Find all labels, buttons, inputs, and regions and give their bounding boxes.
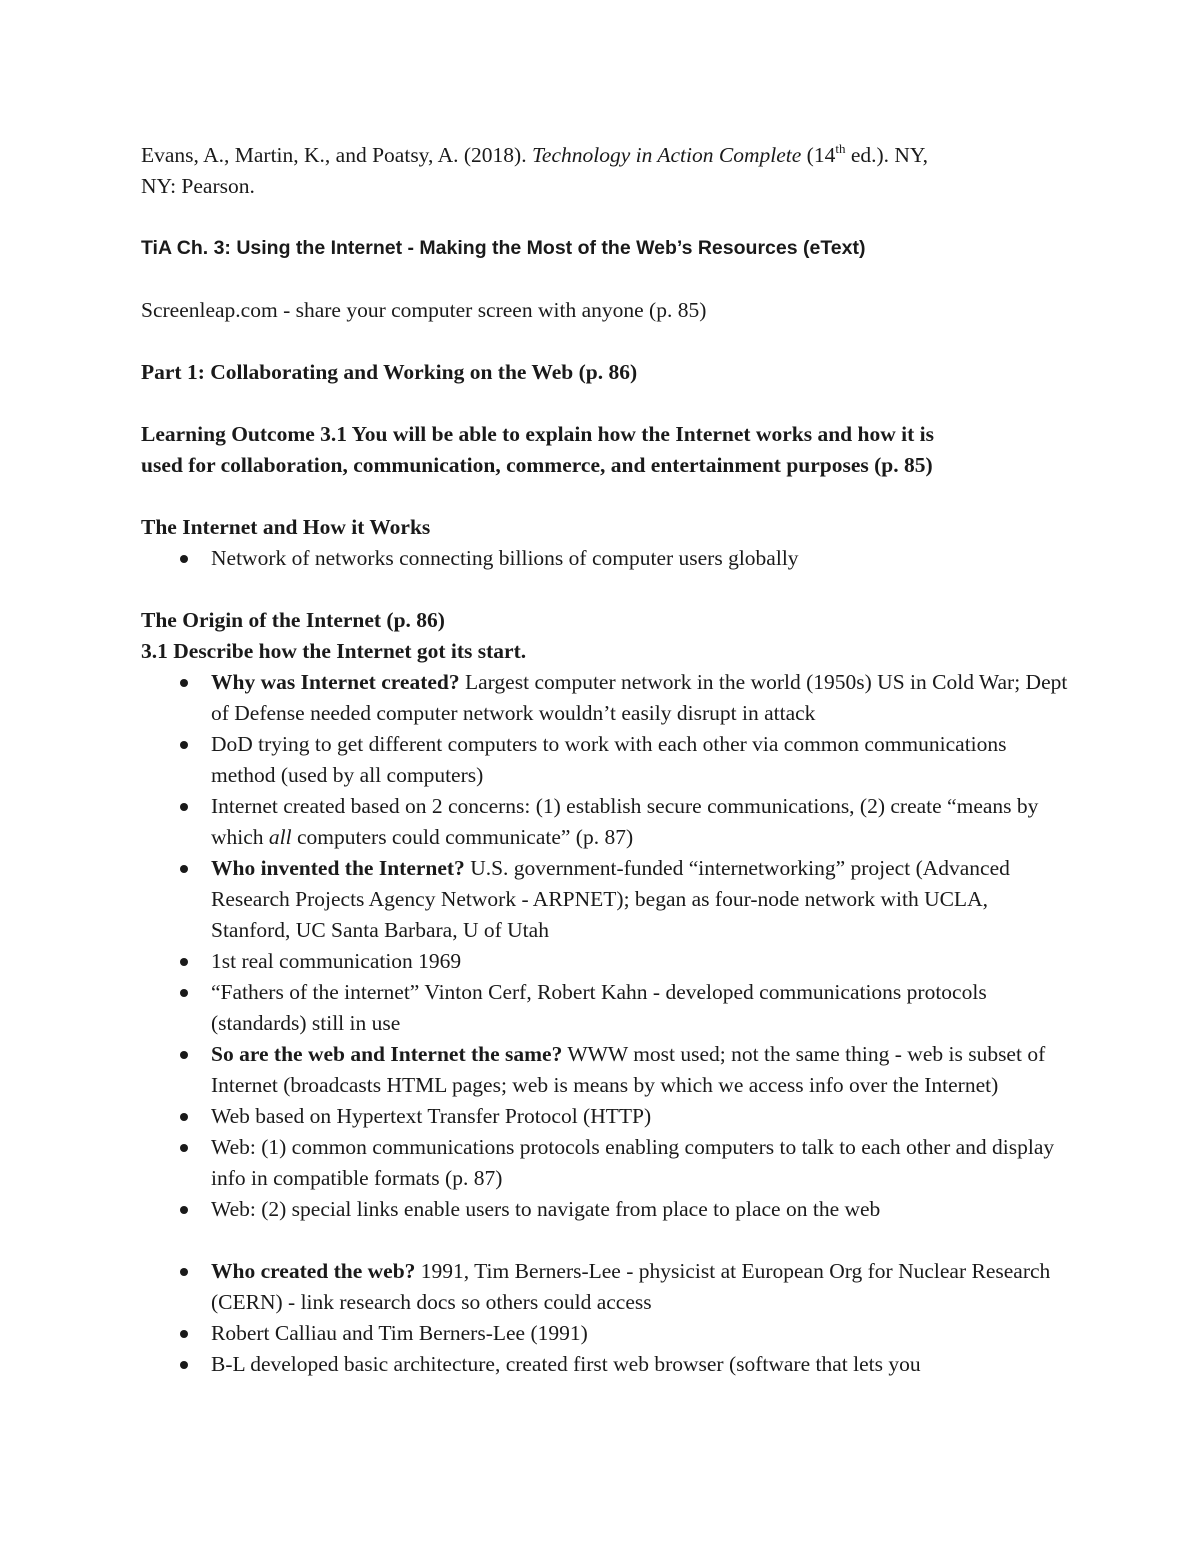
citation-publisher: NY: Pearson. (141, 174, 255, 198)
bullet-icon (180, 1051, 188, 1059)
section-internet-heading-text: The Internet and How it Works (141, 515, 431, 539)
section-origin-subheading (141, 636, 1071, 667)
list-item-text: 1st real communication 1969 (211, 949, 462, 973)
section-origin-list (141, 667, 1071, 1225)
list-item (141, 1132, 1071, 1194)
bullet-icon (180, 958, 188, 966)
bullet-icon (180, 1330, 188, 1338)
section-internet-heading (141, 512, 1071, 543)
list-item-question: So are the web and Internet the same? (211, 1042, 563, 1066)
list-item-question: Who invented the Internet? (211, 856, 465, 880)
citation-authors: Evans, A., Martin, K., and Poatsy, A. (2018). (141, 143, 532, 167)
section-origin-heading (141, 605, 1071, 636)
list-item-text: WWW most used; not the same thing - web is subset of Internet (broadcasts HTML pages; web is means by which we access info over the Internet) (211, 1042, 1046, 1097)
list-item (141, 977, 1071, 1039)
list-item-text: Largest computer network in the world (1950s) US in Cold War; Dept of Defense needed computer network wouldn’t easily disrupt in attack (211, 670, 1068, 725)
list-item-text: “Fathers of the internet” Vinton Cerf, Robert Kahn - developed communications protocols (standards) still in use (211, 980, 987, 1035)
bullet-icon (180, 679, 188, 687)
list-item-text: B-L developed basic architecture, created first web browser (software that lets you (211, 1352, 921, 1376)
list-item-emphasis: all (268, 825, 292, 849)
bullet-icon (180, 1361, 188, 1369)
bullet-icon (180, 989, 188, 997)
list-item-text: Web: (1) common communications protocols enabling computers to talk to each other and display info in compatible formats (p. 87) (211, 1135, 1055, 1190)
part1-heading-text: Part 1: Collaborating and Working on the Web (p. 86) (141, 360, 638, 384)
list-item (141, 1256, 1071, 1318)
list-item-text: Internet created based on 2 concerns: (1) establish secure communications, (2) create “means by which (211, 794, 1039, 849)
list-item-question: Who created the web? (211, 1259, 416, 1283)
list-item (141, 1101, 1071, 1132)
bullet-icon (180, 741, 188, 749)
screenleap-note: Screenleap.com - share your computer screen with anyone (p. 85) (141, 298, 707, 322)
list-item-question: Why was Internet created? (211, 670, 460, 694)
bullet-icon (180, 1206, 188, 1214)
list-item (141, 543, 1071, 574)
citation-edition-pre: (14 (801, 143, 836, 167)
bullet-icon (180, 555, 188, 563)
list-item-text: DoD trying to get different computers to work with each other via common communications method (used by all computers) (211, 732, 1007, 787)
list-item (141, 946, 1071, 977)
citation-title: Technology in Action Complete (531, 143, 802, 167)
bullet-icon (180, 865, 188, 873)
list-item-text: 1991, Tim Berners-Lee - physicist at European Org for Nuclear Research (CERN) - link research docs so others could access (211, 1259, 1051, 1314)
learning-outcome (141, 419, 1071, 481)
list-item-text: Web: (2) special links enable users to navigate from place to place on the web (211, 1197, 881, 1221)
list-item (141, 1318, 1071, 1349)
citation-edition-post: ed.). NY, (845, 143, 929, 167)
chapter-heading: TiA Ch. 3: Using the Internet - Making the Most of the Web’s Resources (eText) (141, 237, 866, 259)
list-item (141, 1039, 1071, 1101)
section-web-list (141, 1256, 1071, 1380)
list-item-text: Network of networks connecting billions of computer users globally (211, 546, 799, 570)
learning-outcome-line1: Learning Outcome 3.1 You will be able to explain how the Internet works and how it is (141, 422, 934, 446)
document-page (141, 140, 1071, 1380)
list-item (141, 791, 1071, 853)
list-item-text: U.S. government-funded “internetworking” project (Advanced Research Projects Agency Network - ARPNET); began as four-node network with UCLA, Stanford, UC Santa Barbara, U of Utah (211, 856, 1010, 942)
citation-edition-sup: th (835, 141, 846, 156)
list-item-text: Web based on Hypertext Transfer Protocol (HTTP) (211, 1104, 652, 1128)
list-item (141, 667, 1071, 729)
list-item (141, 1349, 1071, 1380)
section-origin-subheading-text: 3.1 Describe how the Internet got its start. (141, 639, 527, 663)
bullet-icon (180, 1113, 188, 1121)
section-origin-heading-text: The Origin of the Internet (p. 86) (141, 608, 445, 632)
list-item (141, 853, 1071, 946)
list-item (141, 729, 1071, 791)
bullet-icon (180, 1144, 188, 1152)
list-item-text: Robert Calliau and Tim Berners-Lee (1991) (211, 1321, 588, 1345)
citation (141, 140, 1071, 202)
learning-outcome-line2: used for collaboration, communication, commerce, and entertainment purposes (p. 85) (141, 453, 933, 477)
list-item (141, 1194, 1071, 1225)
part1-heading (141, 357, 1071, 388)
bullet-icon (180, 803, 188, 811)
bullet-icon (180, 1268, 188, 1276)
section-internet-list (141, 543, 1071, 574)
list-item-text: computers could communicate” (p. 87) (291, 825, 634, 849)
